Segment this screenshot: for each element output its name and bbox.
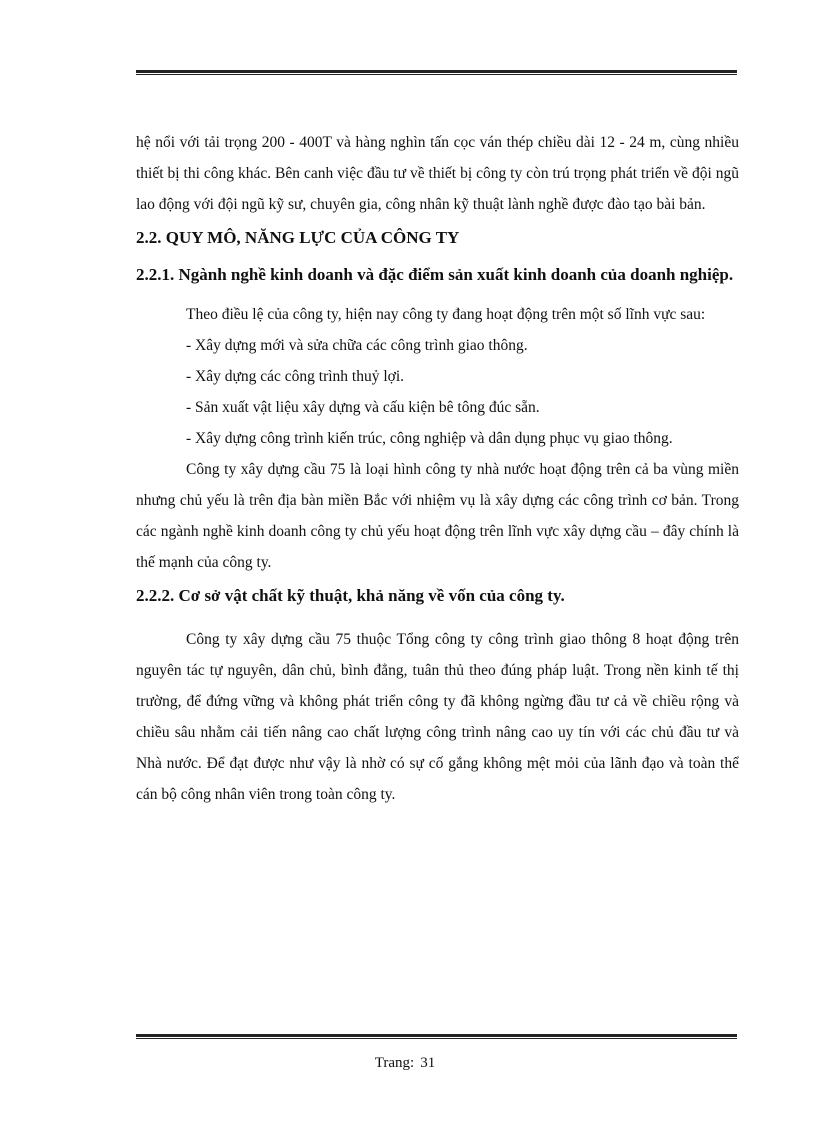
footer-rule [136,1034,737,1039]
bullet-item-1: - Xây dựng mới và sửa chữa các công trình giao thông. [186,337,528,354]
header-rule [136,70,737,75]
paragraph-3: Công ty xây dựng cầu 75 là loại hình công ty nhà nước hoạt động trên cả ba vùng miền nhưng chủ yếu là trên địa bàn miền Bắc với nhiệm vụ là xây dựng các công trình cơ bản. Trong các ngành nghề kinh doanh công ty chủ yếu hoạt động trên lĩnh vực xây dựng cầu – đây chính là thế mạnh của công ty. [136,461,739,571]
bullet-item-4: - Xây dựng công trình kiến trúc, công nghiệp và dân dụng phục vụ giao thông. [186,430,673,447]
paragraph-4: Công ty xây dựng cầu 75 thuộc Tổng công ty công trình giao thông 8 hoạt động trên nguyên tác tự nguyên, dân chủ, bình đẳng, tuân thủ theo đúng pháp luật. Trong nền kinh tế thị trường, để đứng vững và không phát triển công ty đã không ngừng đầu tư cả về chiều rộng và chiều sâu nhằm cải tiến nâng cao chất lượng công trình nâng cao uy tín với các chủ đầu tư và Nhà nước. Để đạt được như vậy là nhờ có sự cố gắng không mệt mỏi của lãnh đạo và toàn thể cán bộ công nhân viên trong toàn công ty. [136,631,739,803]
page-footer [0,1055,816,1072]
paragraph-1: hệ nổi với tải trọng 200 - 400T và hàng nghìn tấn cọc ván thép chiều dài 12 - 24 m, cùng nhiều thiết bị thi công khác. Bên canh việc đầu tư về thiết bị công ty còn trú trọng phát triển về đội ngũ lao động với đội ngũ kỹ sư, chuyên gia, công nhân kỹ thuật lành nghề được đào tạo bài bản. [136,134,739,213]
page-label: Trang: [374,1055,415,1071]
subsection-heading-2-2-1: 2.2.1. Ngành nghề kinh doanh và đặc điểm sản xuất kinh doanh của doanh nghiệp. [136,265,734,284]
section-heading-2-2: 2.2. QUY MÔ, NĂNG LỰC CỦA CÔNG TY [136,228,460,247]
page-body [136,127,739,810]
bullet-item-2: - Xây dựng các công trình thuỷ lợi. [186,368,405,385]
paragraph-2: Theo điều lệ của công ty, hiện nay công ty đang hoạt động trên một số lĩnh vực sau: [186,306,706,323]
page-number: 31 [420,1055,436,1071]
bullet-item-3: - Sản xuất vật liệu xây dựng và cấu kiện bê tông đúc sẵn. [186,399,540,416]
subsection-heading-2-2-2: 2.2.2. Cơ sở vật chất kỹ thuật, khả năng về vốn của công ty. [136,586,565,605]
